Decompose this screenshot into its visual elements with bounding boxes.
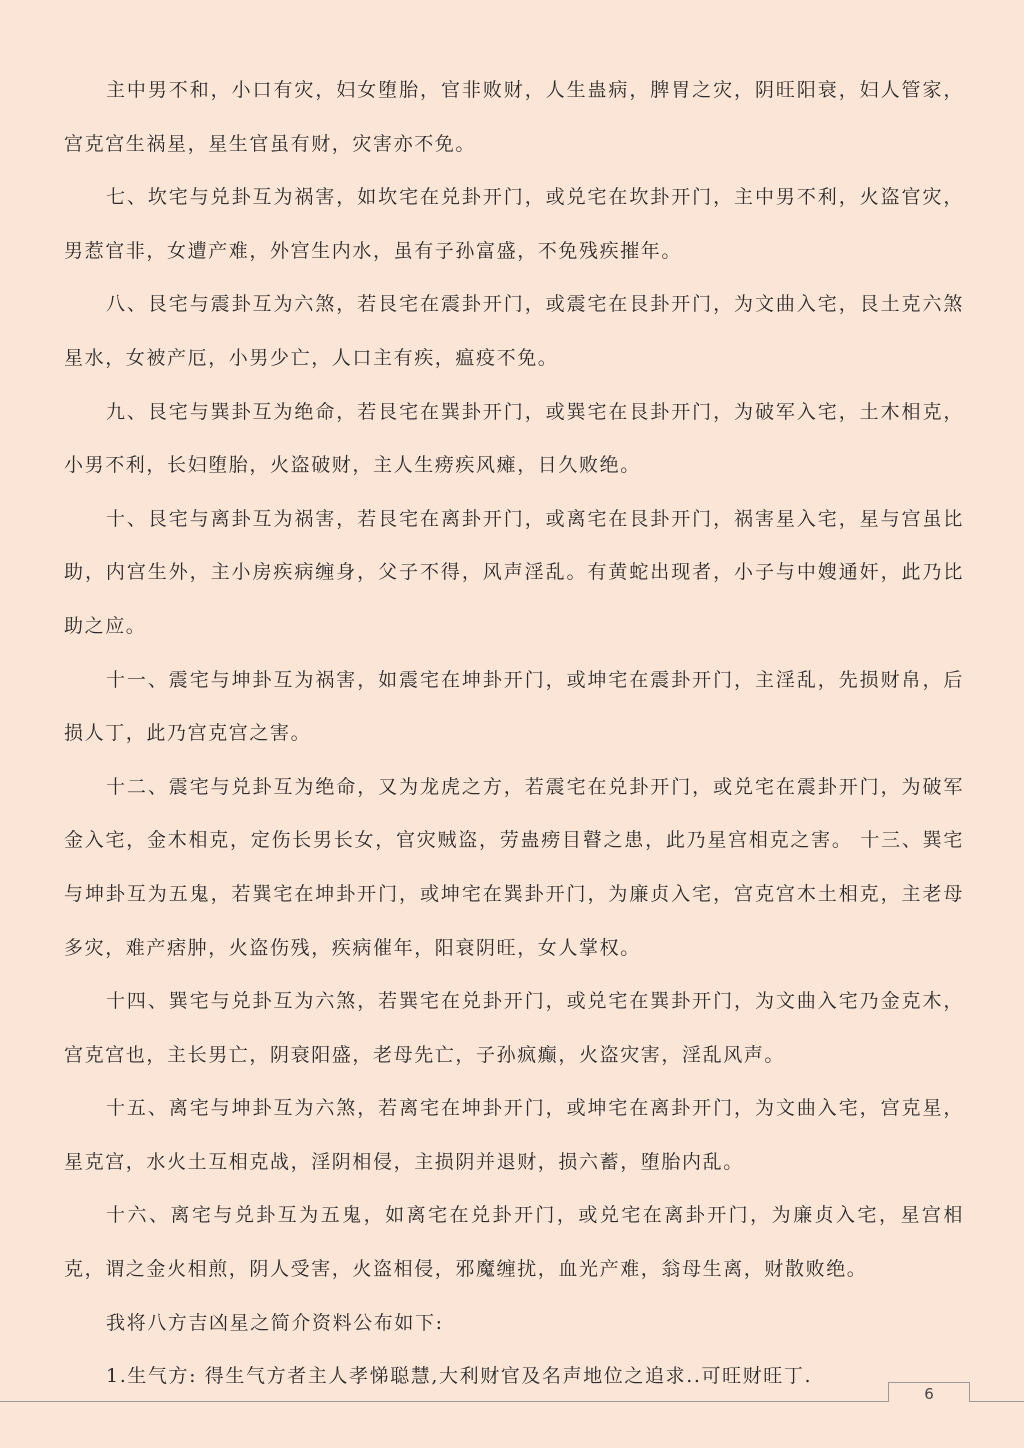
paragraph-item-7: 七、坎宅与兑卦互为祸害，如坎宅在兑卦开门，或兑宅在坎卦开门，主中男不利，火盗官灾，男惹官非，女遭产难，外宫生内水，虽有子孙富盛，不免残疾摧年。 [64, 186, 964, 262]
paragraph-item-10: 十、艮宅与离卦互为祸害，若艮宅在离卦开门，或离宅在艮卦开门，祸害星入宅，星与宫虽比助，内宫生外，主小房疾病缠身，父子不得，风声淫乱。有黄蛇出现者，小子与中嫂通奸，此乃比助之应。 [64, 507, 964, 637]
footer-rule-left [0, 1401, 888, 1402]
paragraph-item-8: 八、艮宅与震卦互为六煞，若艮宅在震卦开门，或震宅在艮卦开门，为文曲入宅，艮土克六煞星水，女被产厄，小男少亡，人口主有疾，瘟疫不免。 [64, 293, 964, 369]
paragraph-continuation: 主中男不和，小口有灾，妇女堕胎，官非败财，人生蛊病，脾胃之灾，阴旺阳衰，妇人管家，宫克宫生祸星，星生官虽有财，灾害亦不免。 [64, 79, 964, 155]
paragraph-item-16: 十六、离宅与兑卦互为五鬼，如离宅在兑卦开门，或兑宅在离卦开门，为廉贞入宅，星宫相克，谓之金火相煎，阴人受害，火盗相侵，邪魔缠扰，血光产难，翁母生离，财散败绝。 [64, 1204, 964, 1281]
paragraph-list-item-1: 1.生气方: 得生气方者主人孝悌聪慧,大利财官及名声地位之追求..可旺财旺丁. [106, 1365, 813, 1388]
page-number: 6 [888, 1382, 970, 1402]
paragraph-item-9: 九、艮宅与巽卦互为绝命，若艮宅在巽卦开门，或巽宅在艮卦开门，为破军入宅，土木相克，小男不利，长妇堕胎，火盗破财，主人生痨疾风瘫，日久败绝。 [64, 400, 964, 477]
paragraph-intro: 我将八方吉凶星之简介资料公布如下: [106, 1311, 444, 1334]
paragraph-item-11: 十一、震宅与坤卦互为祸害，如震宅在坤卦开门，或坤宅在震卦开门，主淫乱，先损财帛，后损人丁，此乃宫克宫之害。 [64, 668, 964, 745]
paragraph-item-14: 十四、巽宅与兑卦互为六煞，若巽宅在兑卦开门，或兑宅在巽卦开门，为文曲入宅乃金克木，宫克宫也，主长男亡，阴衰阳盛，老母先亡，子孙疯癫，火盗灾害，淫乱风声。 [64, 990, 964, 1066]
paragraph-item-15: 十五、离宅与坤卦互为六煞，若离宅在坤卦开门，或坤宅在离卦开门，为文曲入宅，宫克星，星克宫，水火土互相克战，淫阴相侵，主损阴并退财，损六蓄，堕胎内乱。 [64, 1097, 964, 1173]
body-text [64, 64, 964, 1404]
paragraph-item-12-13: 十二、震宅与兑卦互为绝命，又为龙虎之方，若震宅在兑卦开门，或兑宅在震卦开门，为破军金入宅，金木相克，定伤长男长女，官灾贼盗，劳蛊痨目瞽之患，此乃星宫相克之害。 十三、巽宅与坤卦互为五鬼，若巽宅在坤卦开门，或坤宅在巽卦开门，为廉贞入宅，宫克宫木土相克，主老母多灾，难产痞肿，火盗伤残，疾病催年，阳衰阴旺，女人掌权。 [64, 775, 964, 959]
footer-rule-right [969, 1401, 1024, 1402]
